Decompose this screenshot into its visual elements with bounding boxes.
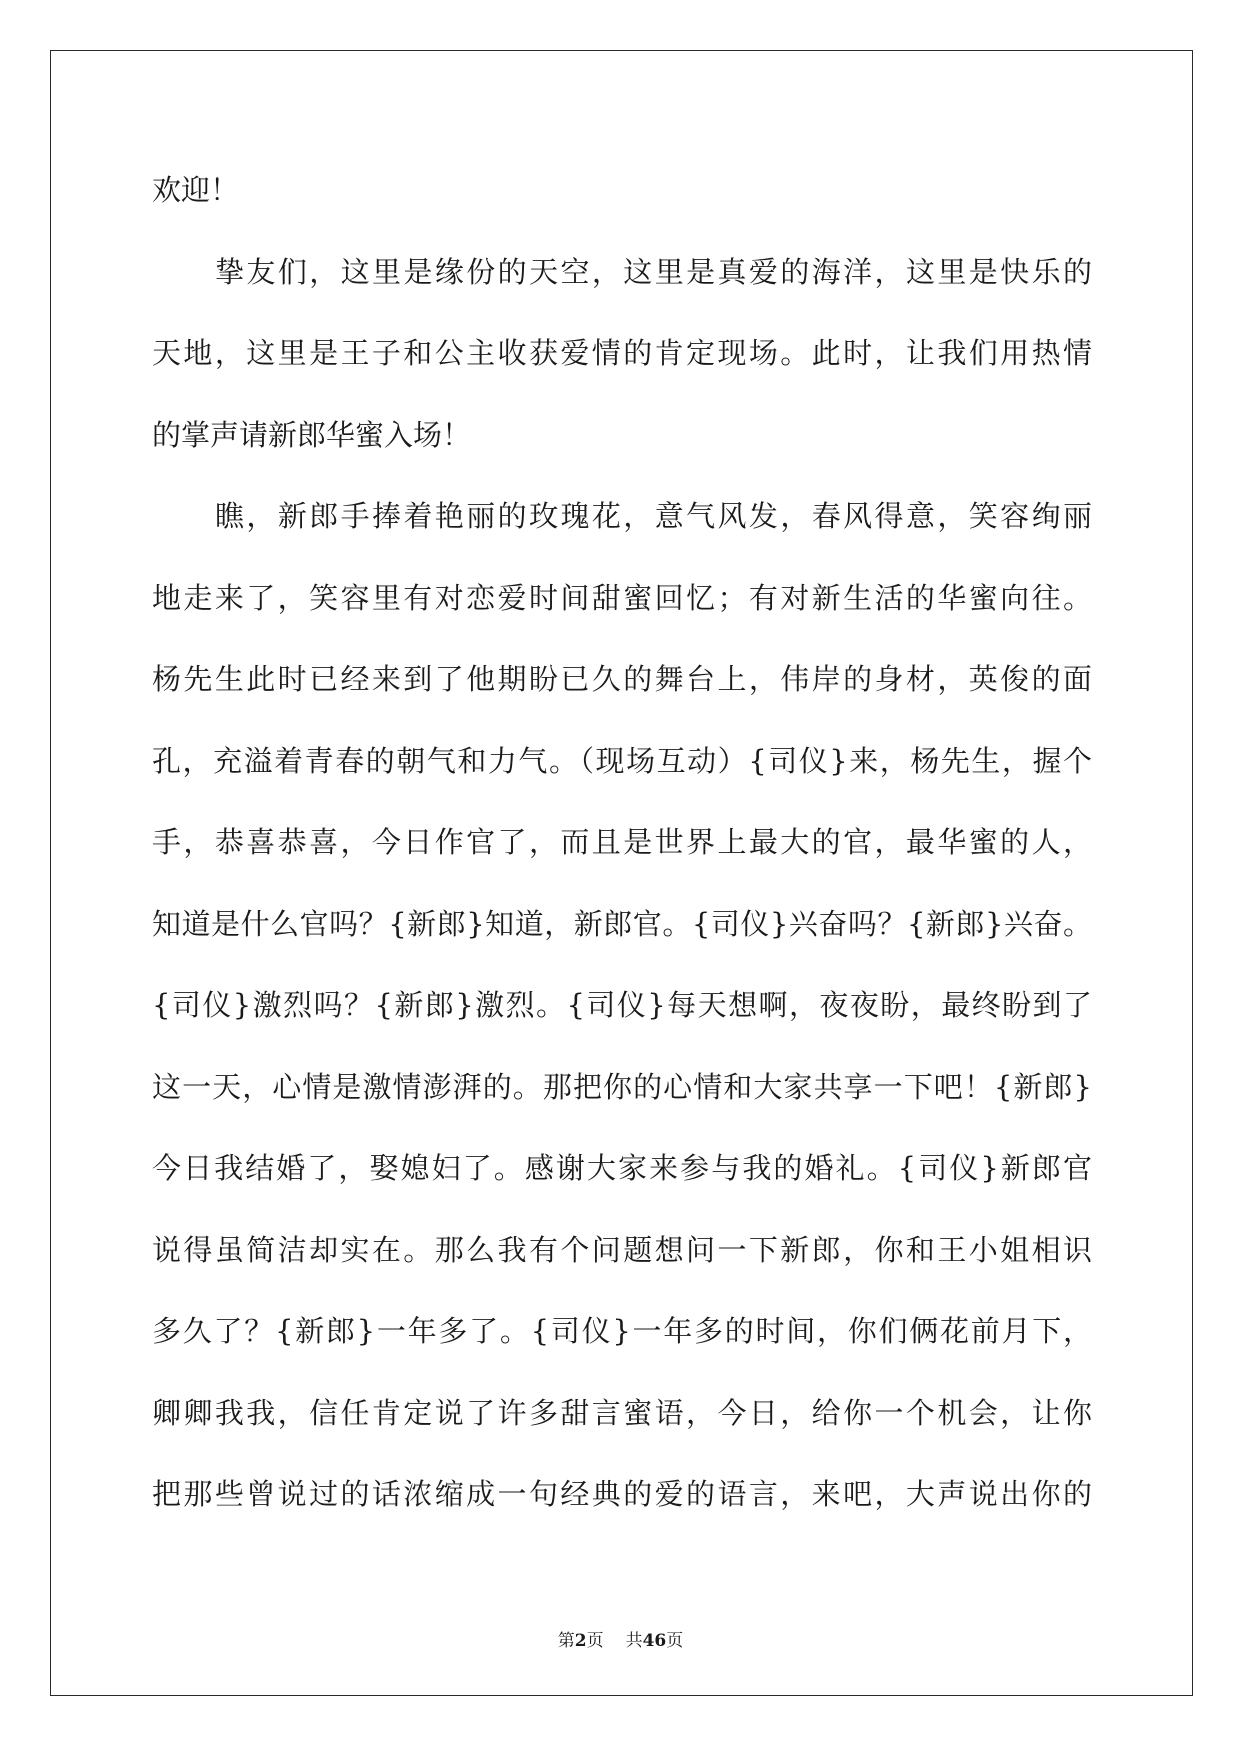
text-line: 瞧，新郎手捧着艳丽的玫瑰花，意气风发，春风得意，笑容绚丽 — [215, 499, 1092, 533]
text-line: 卿卿我我，信任肯定说了许多甜言蜜语，今日，给你一个机会，让你 — [152, 1395, 1092, 1430]
text-line: 挚友们，这里是缘份的天空，这里是真爱的海洋，这里是快乐的 — [215, 254, 1092, 289]
text-line: 的掌声请新郎华蜜入场！ — [152, 417, 472, 452]
page-prefix: 第 — [557, 1631, 575, 1651]
text-line: 把那些曾说过的话浓缩成一句经典的爱的语言，来吧，大声说出你的 — [152, 1477, 1092, 1511]
page-footer — [0, 1626, 1241, 1651]
text-line: 天地，这里是王子和公主收获爱情的肯定现场。此时，让我们用热情 — [152, 336, 1092, 370]
text-line: 欢迎！ — [152, 173, 240, 207]
text-line: 地走来了，笑容里有对恋爱时间甜蜜回忆；有对新生活的华蜜向往。 — [152, 580, 1092, 615]
text-line: 今日我结婚了，娶媳妇了。感谢大家来参与我的婚礼。{司仪}新郎官 — [152, 1151, 1092, 1185]
text-line: 手，恭喜恭喜，今日作官了，而且是世界上最大的官，最华蜜的人， — [152, 825, 1092, 859]
text-line: 孔，充溢着青春的朝气和力气。（现场互动）{司仪}来，杨先生，握个 — [152, 743, 1092, 778]
text-line: {司仪}激烈吗？{新郎}激烈。{司仪}每天想啊，夜夜盼，最终盼到了 — [152, 988, 1092, 1022]
text-line: 多久了？{新郎}一年多了。{司仪}一年多的时间，你们俩花前月下， — [152, 1314, 1092, 1348]
text-line: 知道是什么官吗？{新郎}知道，新郎官。{司仪}兴奋吗？{新郎}兴奋。 — [152, 906, 1092, 941]
text-line: 这一天，心情是激情澎湃的。那把你的心情和大家共享一下吧！{新郎} — [152, 1069, 1092, 1104]
total-suffix: 页 — [666, 1631, 684, 1651]
page-number: 2 — [574, 1631, 587, 1651]
total-prefix: 共 — [625, 1631, 643, 1651]
text-line: 杨先生此时已经来到了他期盼已久的舞台上，伟岸的身材，英俊的面 — [152, 662, 1092, 696]
text-line: 说得虽简洁却实在。那么我有个问题想问一下新郎，你和王小姐相识 — [152, 1232, 1092, 1267]
body-text — [152, 160, 1092, 1546]
total-pages: 46 — [642, 1631, 667, 1651]
page-suffix: 页 — [586, 1631, 604, 1651]
